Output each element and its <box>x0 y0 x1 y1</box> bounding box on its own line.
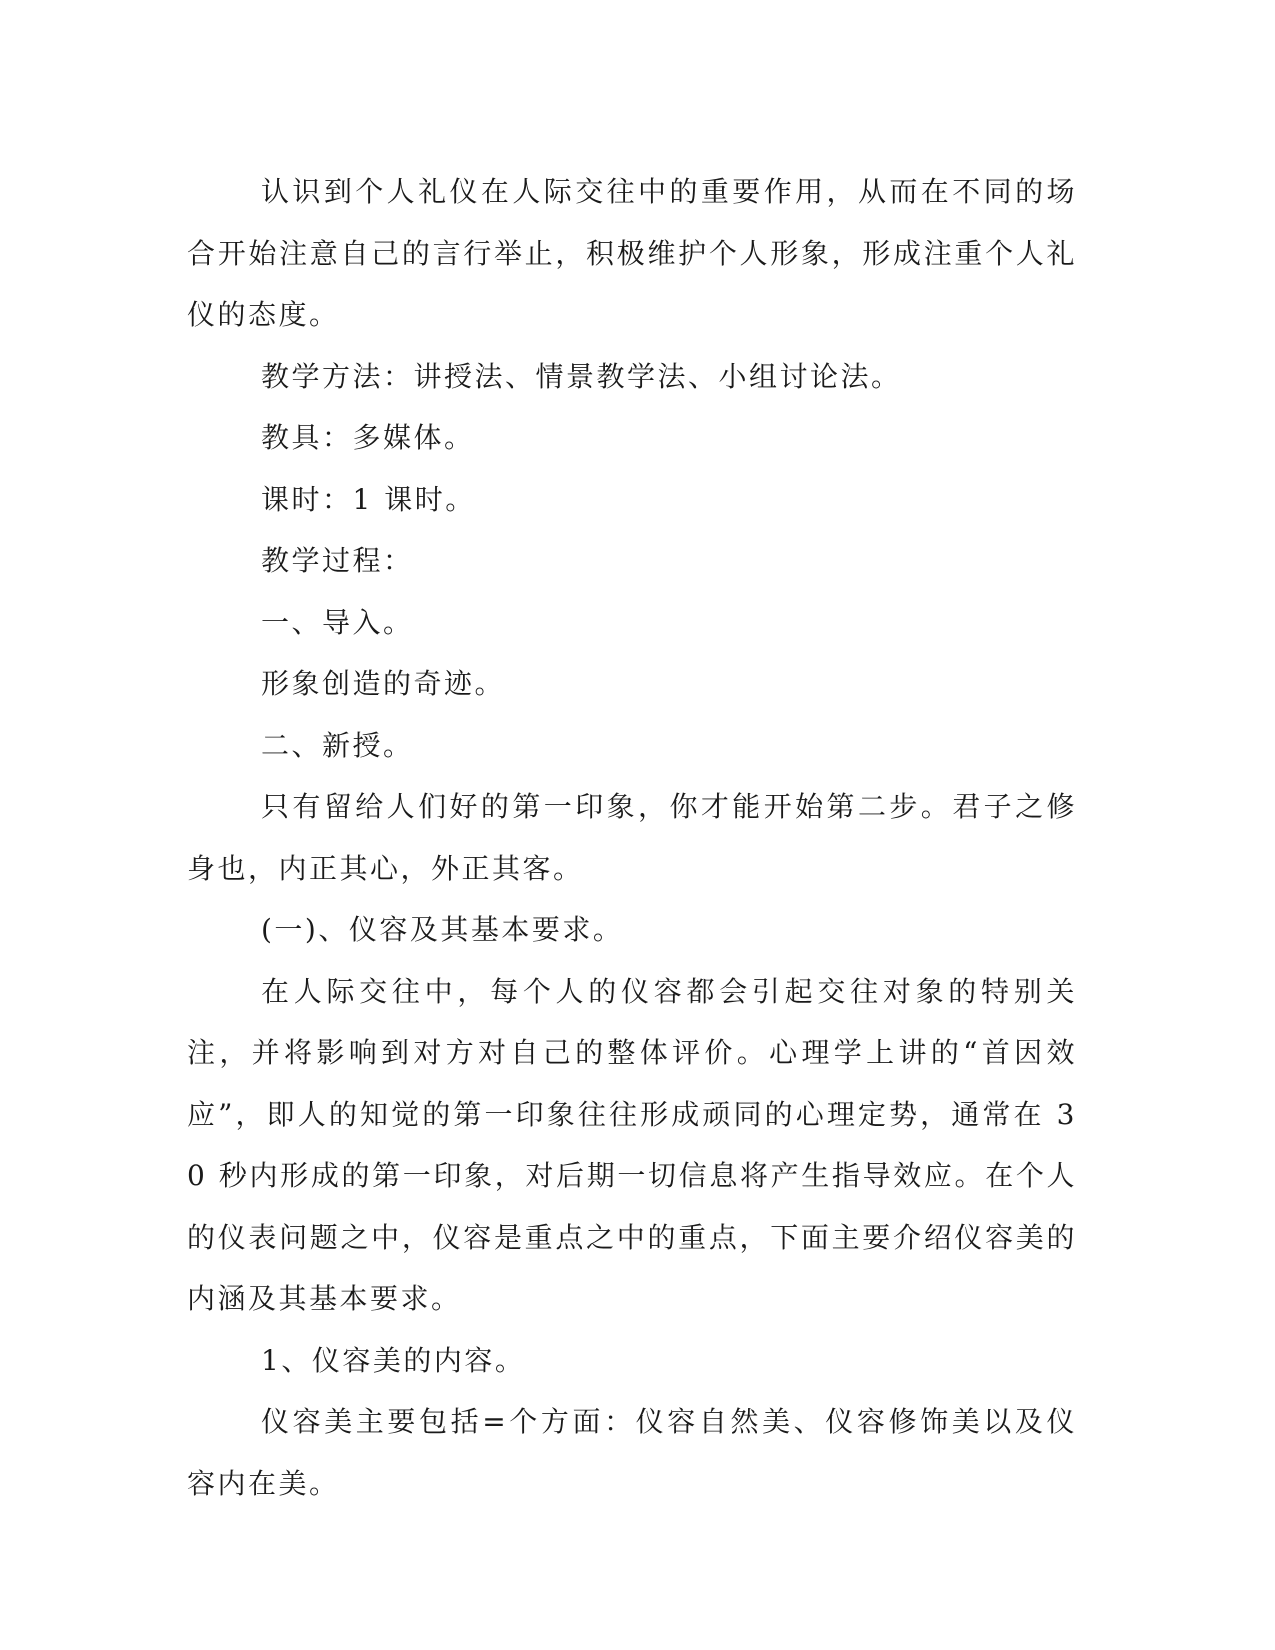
paragraph-teaching-aids: 教具：多媒体。 <box>261 421 475 454</box>
paragraph-teaching-methods: 教学方法：讲授法、情景教学法、小组讨论法。 <box>261 359 902 393</box>
heading-introduction: 一、导入。 <box>261 605 414 639</box>
paragraph-class-hours: 课时：1 课时。 <box>261 482 476 516</box>
paragraph-teaching-process: 教学过程： <box>261 544 414 577</box>
paragraph-first-impression: 只有留给人们好的第一印象，你才能开始第二步。君子之修身也，内正其心，外正其客。 <box>187 790 1077 885</box>
paragraph-primacy-effect: 在人际交往中，每个人的仪容都会引起交往对象的特别关注，并将影响到对方对自己的整体评价。心理学上讲的“首因效应”，即人的知觉的第一印象往往形成顽同的心理定势，通常在 30 秒内形成的第一印象，对后期一切信息将产生指导效应。在个人的仪表问题之中，仪容是重点之中的重点，下面主要介绍仪容美的内涵及其基本要求。 <box>187 974 1077 1315</box>
heading-appearance-requirements: (一)、仪容及其基本要求。 <box>261 913 624 946</box>
heading-new-lesson: 二、新授。 <box>261 728 414 762</box>
heading-appearance-beauty-content: 1、仪容美的内容。 <box>261 1343 526 1377</box>
paragraph-etiquette-goal: 认识到个人礼仪在人际交往中的重要作用，从而在不同的场合开始注意自己的言行举止，积极维护个人形象，形成注重个人礼仪的态度。 <box>187 175 1077 331</box>
document-body <box>187 161 1077 1514</box>
paragraph-image-miracle: 形象创造的奇迹。 <box>261 667 506 700</box>
paragraph-appearance-beauty-aspects: 仪容美主要包括=个方面：仪容自然美、仪容修饰美以及仪容内在美。 <box>187 1405 1077 1500</box>
